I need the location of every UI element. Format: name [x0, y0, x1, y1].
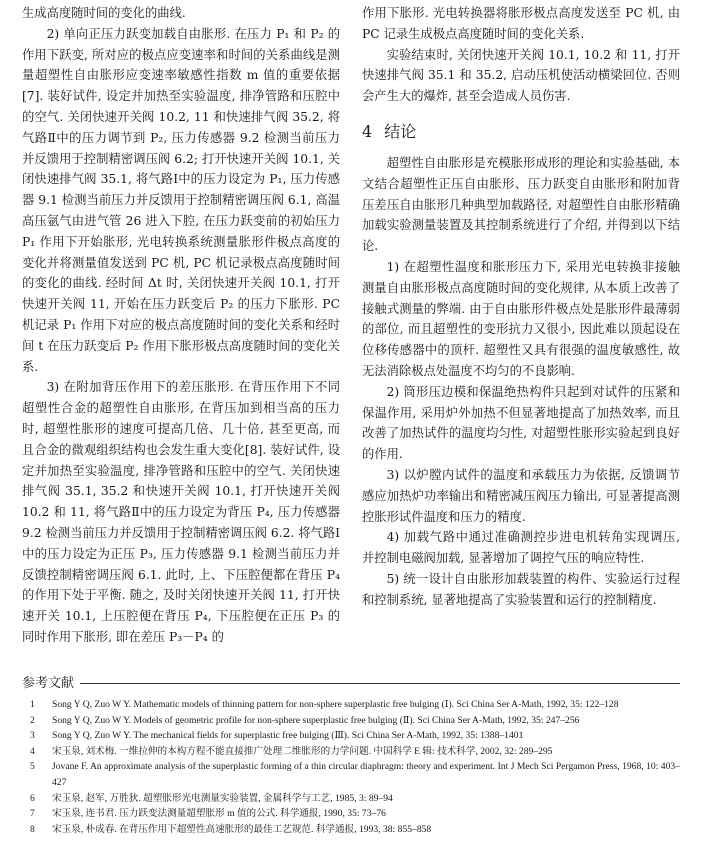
- reference-text: Song Y Q, Zuo W Y. Mathematic models of thinning pattern for non-sphere superplastic free bulging (Ⅰ). Sci China Ser A-Math, 1992, 35: 122–128: [52, 699, 619, 710]
- reference-number: 8: [30, 823, 35, 835]
- right-column-bottom: [362, 153, 680, 611]
- right-column-top: [362, 3, 680, 107]
- paragraph: 2) 单向正压力跃变加载自由胀形. 在压力 P₁ 和 P₂ 的作用下跃变, 所对应的极点应变速率和时间的关系曲线是测量超塑性自由胀形应变速率敏感性指数 m 值的重要依据[7]. 装好试件, 设定并加热至实验温度, 排净管路和压腔中的空气. 关闭快速开关阀 10.2, 11 和快速排气阀 35.2, 将气路Ⅱ中的压力调节到 P₂, 压力传感器 9.2 检测当前压力并反馈用于控制精密调压阀 6.2; 打开快速开关阀 10.1, 关闭快速排气阀 35.1, 将气路Ⅰ中的压力设定为 P₁, 压力传感器 9.1 检测当前压力并反馈用于控制精密调压阀 6.1, 高温高压氩气由进气管 26 进入下腔, 在压力跃变前的初始压力 P₁ 作用下开始胀形, 光电转换系统测量胀形件极点高度的变化并将测量值发送到 PC 机, PC 机记录极点高度随时间的变化的曲线. 经时间 Δt 时, 关闭快速开关阀 10.1, 打开快速开关阀 11, 开始在压力跃变后 P₂ 的压力下胀形. PC 机记录 P₁ 作用下对应的极点高度随时间的变化关系和经时间 t 在压力跃变后 P₂ 作用下胀形极点高度随时间的变化关系.: [22, 26, 340, 374]
- reference-text: Song Y Q, Zuo W Y. The mechanical fields for superplastic free bulging (Ⅲ). Sci China Ser A-Math, 1992, 35: 1388–1401: [52, 730, 524, 742]
- references-title: 参考文献: [22, 676, 75, 691]
- paragraph: 作用下胀形. 光电转换器将胀形极点高度发送至 PC 机, 由 PC 记录生成极点高度随时间的变化关系.: [362, 6, 680, 41]
- section-heading: [362, 121, 680, 143]
- reference-number: 1: [30, 699, 35, 710]
- reference-text: Song Y Q, Zuo W Y. Models of geometric profile for non-sphere superplastic free bulging (Ⅱ). Sci China Ser A-Math, 1992, 35: 247–256: [52, 714, 580, 726]
- reference-item: [22, 791, 680, 807]
- reference-number: 2: [30, 714, 35, 726]
- paragraph: 超塑性自由胀形是充模胀形成形的理论和实验基础, 本文结合超塑性正压自由胀形、压力跃变自由胀形和附加背压差压自由胀形几种典型加载路径, 对超塑性自由胀形精确加载实验测量装置及其控制系统进行了介绍, 并得到以下结论.: [362, 155, 680, 254]
- paragraph: 生成高度随时间的变化的曲线.: [22, 6, 186, 20]
- reference-number: 7: [30, 808, 35, 820]
- references-list: [22, 697, 680, 837]
- reference-text: 宋玉泉, 刘术梅. 一维拉伸的本构方程不能直接推广处理二维胀形的力学问题. 中国科学 E 辑: 技术科学, 2002, 32: 289–295: [52, 745, 553, 757]
- paragraph: 4) 加载气路中通过准确测控步进电机转角实现调压, 并控制电磁阀加载, 显著增加了调控气压的响应特性.: [362, 530, 680, 566]
- reference-item: [22, 713, 680, 729]
- reference-number: 3: [30, 730, 35, 742]
- reference-item: [22, 744, 680, 760]
- reference-number: 5: [30, 761, 35, 773]
- left-column: [22, 3, 340, 648]
- right-column: [362, 3, 680, 611]
- reference-text: 宋玉泉, 连书君. 压力跃变法测量超塑胀形 m 值的公式. 科学通报, 1990, 35: 73–76: [52, 808, 386, 820]
- references-header: [22, 672, 680, 691]
- paragraph: 2) 筒形压边模和保温绝热构件只起到对试件的压紧和保温作用, 采用炉外加热不但显著地提高了加热效率, 而且改善了加热试件的温度均匀性, 对超塑性胀形实验起到良好的作用.: [362, 384, 680, 462]
- reference-number: 4: [30, 745, 35, 757]
- reference-number: 6: [30, 792, 35, 804]
- paragraph: 3) 在附加背压作用下的差压胀形. 在背压作用下不同超塑性合金的超塑性自由胀形, 在背压加到相当高的压力时, 超塑性胀形的速度可提高几倍、几十倍, 甚至更高, 而且合金的微观组织结构也会发生重大变化[8]. 装好试件, 设定并加热至实验温度, 排净管路和压腔中的空气. 关闭快速排气阀 35.1, 35.2 和快速开关阀 10.1, 打开快速开关阀 10.2 和 11, 将气路Ⅱ中的压力设定为背压 P₄, 压力传感器 9.2 检测当前压力并反馈用于控制精密调压阀 6.2. 将气路Ⅰ中的压力设定为正压 P₃, 压力传感器 9.1 检测当前压力并反馈控制精密调压阀 6.1. 此时, 上、下压腔便都在背压 P₄ 的作用下处于平衡. 随之, 及时关闭快速开关阀 11, 打开快速开关 10.1, 上压腔便在背压 P₄, 下压腔便在正压 P₃ 的同时作用下胀形, 即在差压 P₃－P₄ 的: [22, 380, 340, 644]
- paragraph: 3) 以炉膛内试件的温度和承载压力为依据, 反馈调节感应加热炉功率输出和精密减压阀压力输出, 可显著提高测控胀形试件温度和压力的精度.: [362, 467, 680, 524]
- reference-text: 宋玉泉, 朴成春. 在背压作用下超塑性高速胀形的最佳工艺规范. 科学通报, 1993, 38: 855–858: [52, 823, 432, 835]
- reference-item: [22, 697, 680, 713]
- reference-item: [22, 759, 680, 790]
- section-number: 4: [362, 121, 373, 141]
- reference-text: Jovane F. An approximate analysis of the superplastic forming of a thin circular diaphragm: theory and experiment. Int J Mech Sci Pergamon Press, 1968, 10: 403–427: [52, 761, 680, 788]
- reference-item: [22, 806, 680, 822]
- reference-text: 宋玉泉, 赵军, 万胜狄. 超塑胀形光电测量实验装置, 金属科学与工艺, 1985, 3: 89–94: [52, 792, 393, 804]
- paragraph: 实验结束时, 关闭快速开关阀 10.1, 10.2 和 11, 打开快速排气阀 35.1 和 35.2, 启动压机使活动横梁回位. 否则会产生大的爆炸, 甚至会造成人员伤害.: [362, 47, 680, 104]
- reference-item: [22, 822, 680, 838]
- section-title: 结论: [384, 121, 417, 141]
- paragraph: 1) 在超塑性温度和胀形压力下, 采用光电转换非接触测量自由胀形极点高度随时间的变化规律, 从本质上改善了接触式测量的弊端. 由于自由胀形件极点处是胀形件最薄弱的部位, 而且超塑性的变形抗力又很小, 因此难以顶起设在位移传感器中的顶杆. 超塑性又具有很强的温度敏感性, 故无法消除极点处温度不均匀的不良影响.: [362, 259, 680, 378]
- references-rule: [80, 683, 680, 684]
- paragraph: 5) 统一设计自由胀形加载装置的构件、实验运行过程和控制系统, 显著地提高了实验装置和运行的控制精度.: [362, 571, 680, 607]
- reference-item: [22, 728, 680, 744]
